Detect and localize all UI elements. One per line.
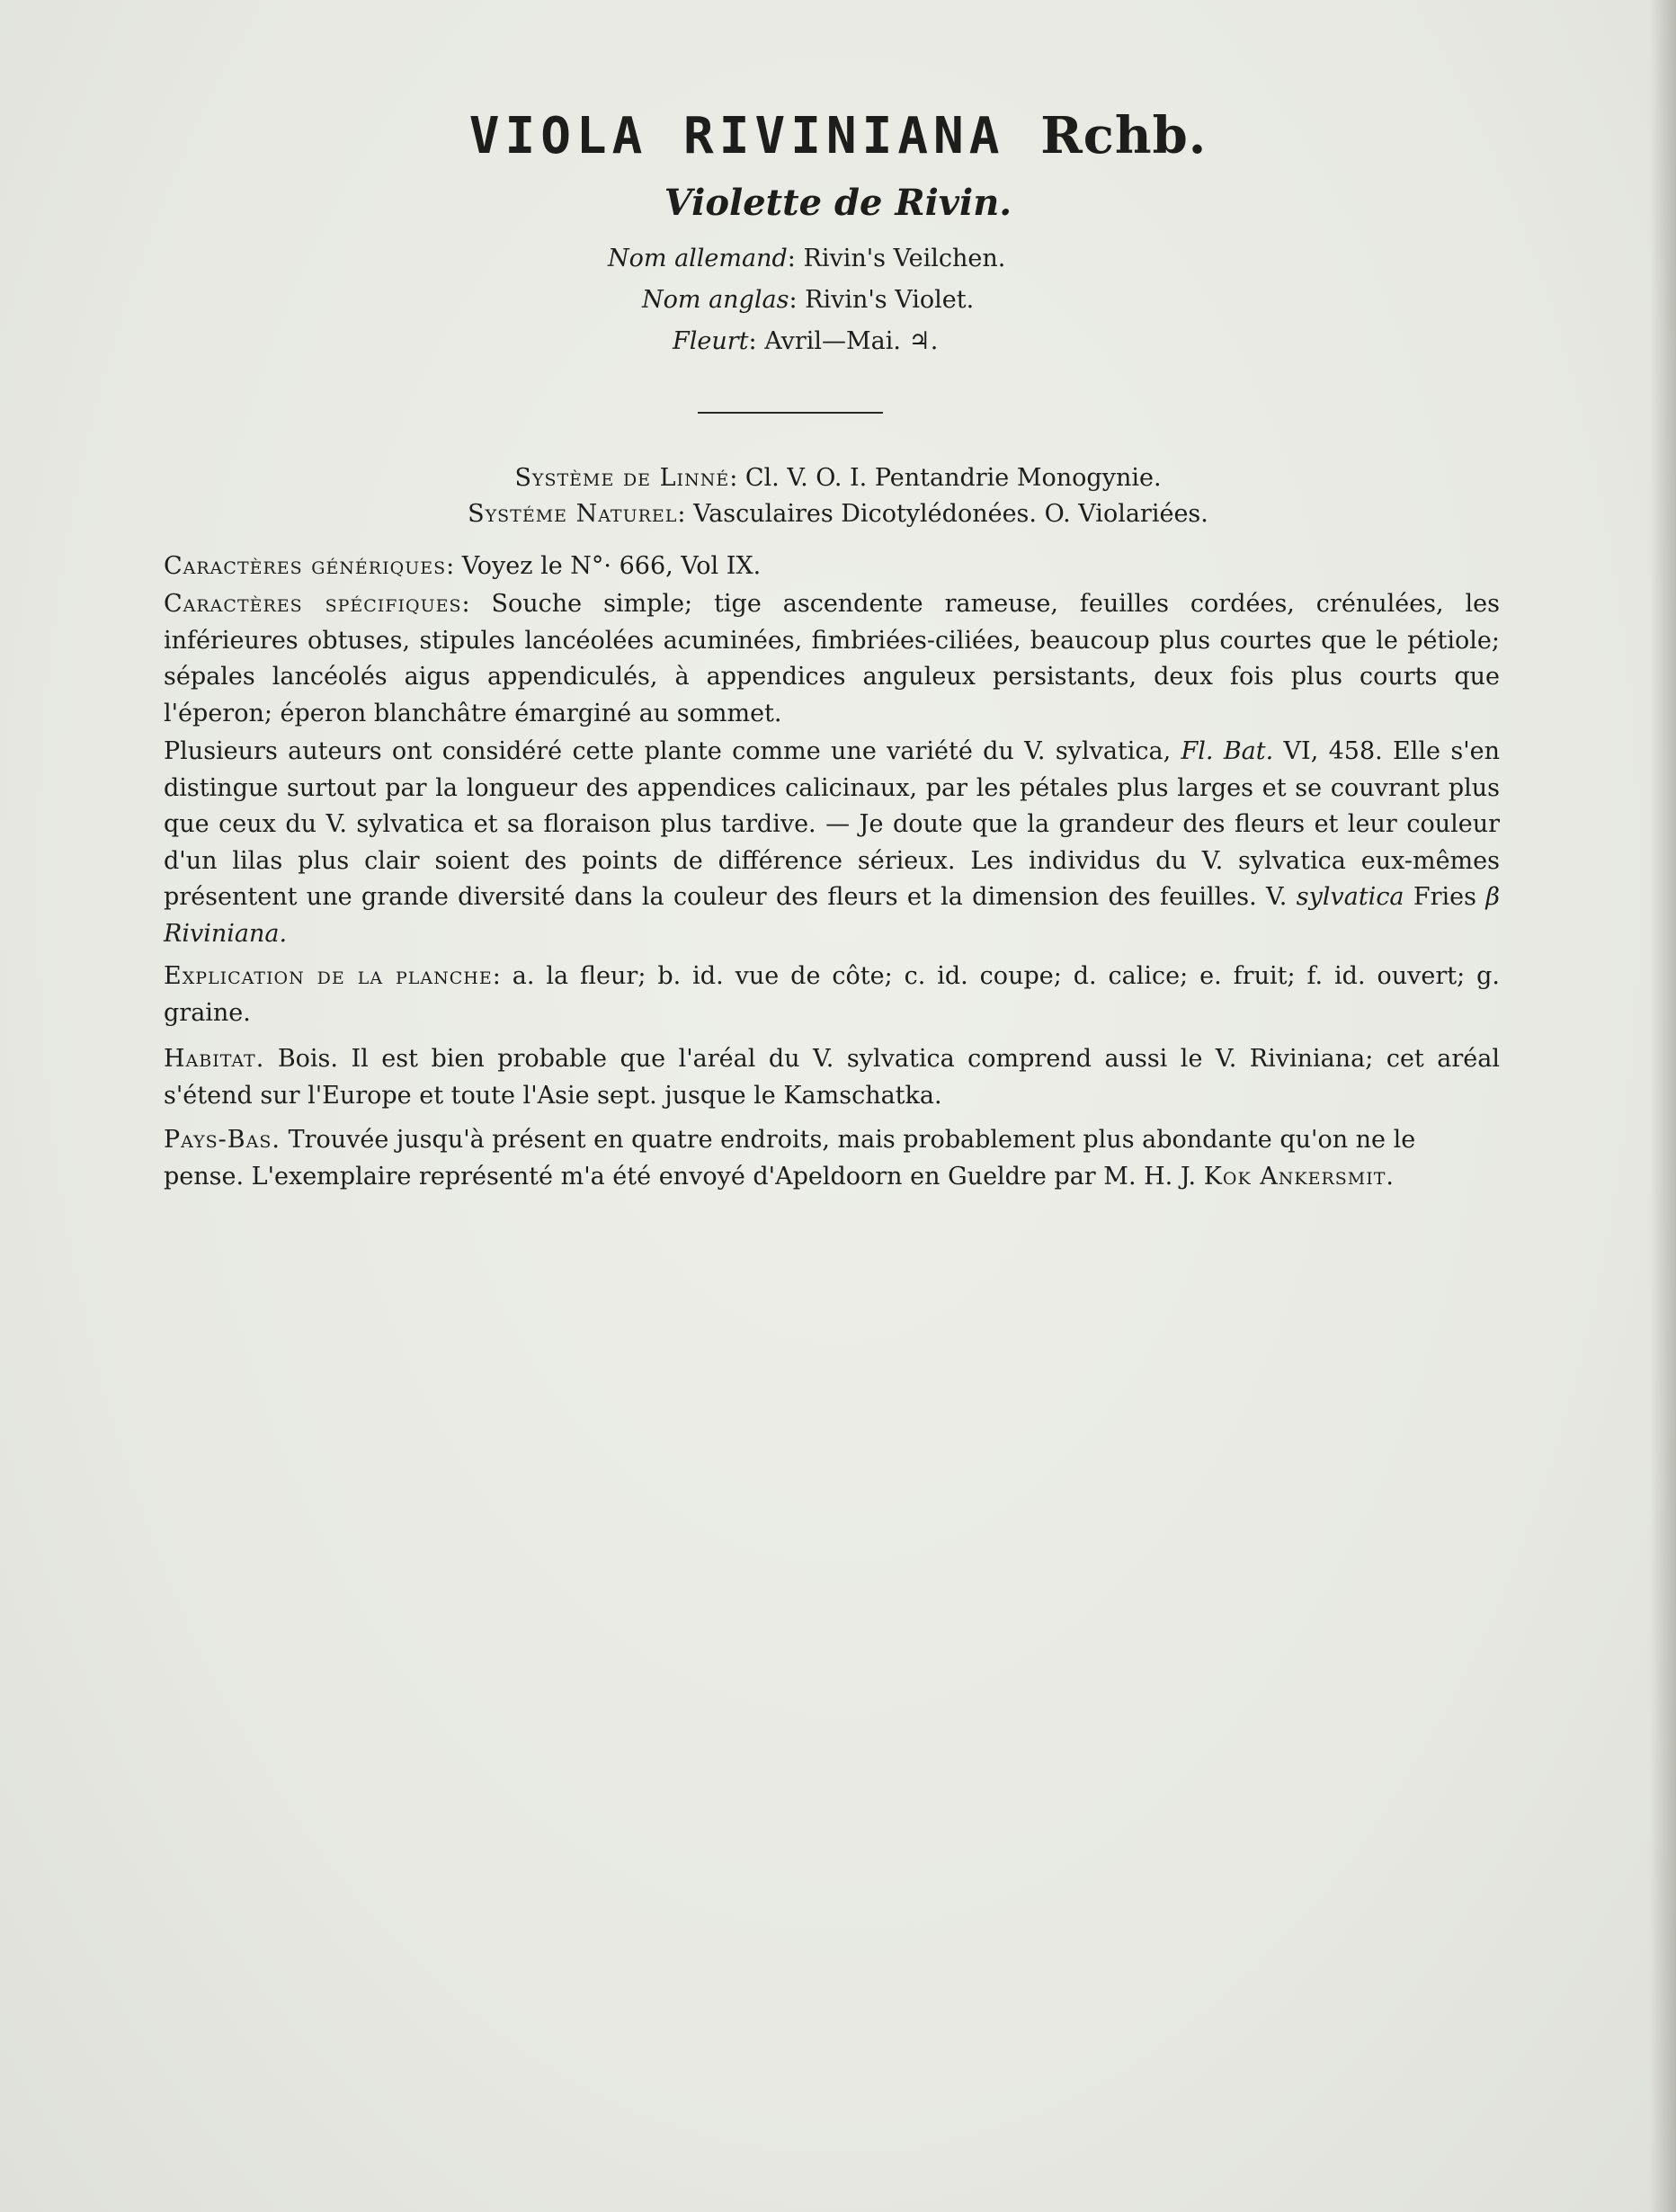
- species-title: [0, 106, 1676, 165]
- generic-label: Caractères génériques: [164, 552, 447, 580]
- specific-text: Souche simple; tige ascendente rameuse, feuilles cordées, crénulées, les inférieures obtuses, stipules lancéolées acuminées, fimbriées-ciliées, beaucoup plus courtes que le pétiole; sépales lancéolés aigus appendiculés, à appendices anguleux persistants, deux fois plus courts que l'éperon; éperon blanchâtre émarginé au sommet.: [164, 590, 1501, 727]
- explication-text: a. la fleur; b. id. vue de côte; c. id. coupe; d. calice; e. fruit; f. id. ouvert; g. graine.: [164, 962, 1501, 1027]
- specific-characters: Caractères spécifiques: Souche simple; tige ascendente rameuse, feuilles cordées, crénulées, les inférieures obtuses, stipules lancéolées acuminées, fimbriées-ciliées, beaucoup plus courtes que le pétiole; sépales lancéolés aigus appendiculés, à appendices anguleux persistants, deux fois plus courts que l'éperon; éperon blanchâtre émarginé au sommet.: [164, 590, 1501, 727]
- linne-label: Système de Linné: [514, 464, 730, 492]
- plate-explanation: Explication de la planche: a. la fleur; b. id. vue de côte; c. id. coupe; d. calice; e. fruit; f. id. ouvert; g. graine.: [164, 962, 1501, 1027]
- linne-value: Cl. V. O. I. Pentandrie Monogynie.: [744, 464, 1162, 492]
- collector-name: Kok Ankersmit.: [1203, 1162, 1395, 1191]
- paysbas-text: Trouvée jusqu'à présent en quatre endroits, mais probablement plus abondante qu'on ne le pense. L'exemplaire représenté m'a été envoyé d'Apeldoorn en Gueldre par M. H. J.: [164, 1126, 1416, 1191]
- habitat-text: Bois. Il est bien probable que l'aréal du V. sylvatica comprend aussi le V. Riviniana; cet aréal s'étend sur l'Europe et toute l'Asie sept. jusque le Kamschatka.: [164, 1045, 1500, 1110]
- remarks-fries: Fries: [1413, 883, 1477, 911]
- flowering-value: Avril—Mai. ♃.: [764, 327, 939, 355]
- flowering-row: Fleurt: Avril—Mai. ♃.: [673, 327, 939, 355]
- english-name-row: Nom anglas: Rivin's Violet.: [642, 286, 975, 314]
- page-edge-shadow: [1649, 0, 1676, 2212]
- explication-label: Explication de la planche: [164, 962, 493, 990]
- paysbas-label: Pays-Bas.: [164, 1126, 281, 1154]
- remarks-text-b: VI, 458. Elle s'en distingue surtout par la longueur des appendices calicinaux, par les pétales plus larges et se couvrant plus que ceux du V. sylvatica et sa floraison plus tardive. — Je doute que la grandeur des fleurs et leur couleur d'un lilas plus clair soient des points de différence sérieux. Les individus du V. sylvatica eux-mêmes présentent une grande diversité dans la couleur des fleurs et la dimension des feuilles. V.: [164, 737, 1500, 911]
- specific-label: Caractères spécifiques: [164, 590, 462, 618]
- remarks-ref: Fl. Bat.: [1181, 737, 1274, 765]
- linne-system: Système de Linné: Cl. V. O. I. Pentandrie Monogynie.: [514, 464, 1162, 492]
- divider-rule: [698, 412, 883, 414]
- french-name: Violette de Rivin.: [664, 182, 1012, 224]
- species-author: Rchb.: [1040, 106, 1208, 165]
- flowering-label: Fleurt: [673, 327, 749, 355]
- remarks-paragraph: [164, 734, 1500, 952]
- naturel-label: Systéme Naturel: [468, 500, 678, 528]
- species-name: VIOLA RIVINIANA: [468, 107, 1005, 165]
- german-name-row: Nom allemand: Rivin's Veilchen.: [608, 245, 1006, 272]
- remarks-sylvatica: sylvatica: [1296, 883, 1404, 911]
- habitat-paragraph: [164, 1041, 1500, 1114]
- german-name-value: Rivin's Veilchen.: [803, 245, 1006, 272]
- generic-characters: Caractères génériques: Voyez le N°· 666, Vol IX.: [164, 552, 762, 580]
- naturel-value: Vasculaires Dicotylédonées. O. Violariées.: [693, 500, 1208, 528]
- english-name-value: Rivin's Violet.: [805, 286, 975, 314]
- habitat-label: Habitat.: [164, 1045, 265, 1073]
- remarks-variety: β Riviniana.: [164, 883, 1500, 948]
- natural-system: Systéme Naturel: Vasculaires Dicotylédonées. O. Violariées.: [468, 500, 1208, 528]
- netherlands-paragraph: [164, 1122, 1500, 1195]
- english-name-label: Nom anglas: [642, 286, 789, 314]
- german-name-label: Nom allemand: [608, 245, 788, 272]
- generic-text: Voyez le N°· 666, Vol IX.: [461, 552, 762, 580]
- remarks-text-a: Plusieurs auteurs ont considéré cette plante comme une variété du V. sylvatica,: [164, 737, 1172, 765]
